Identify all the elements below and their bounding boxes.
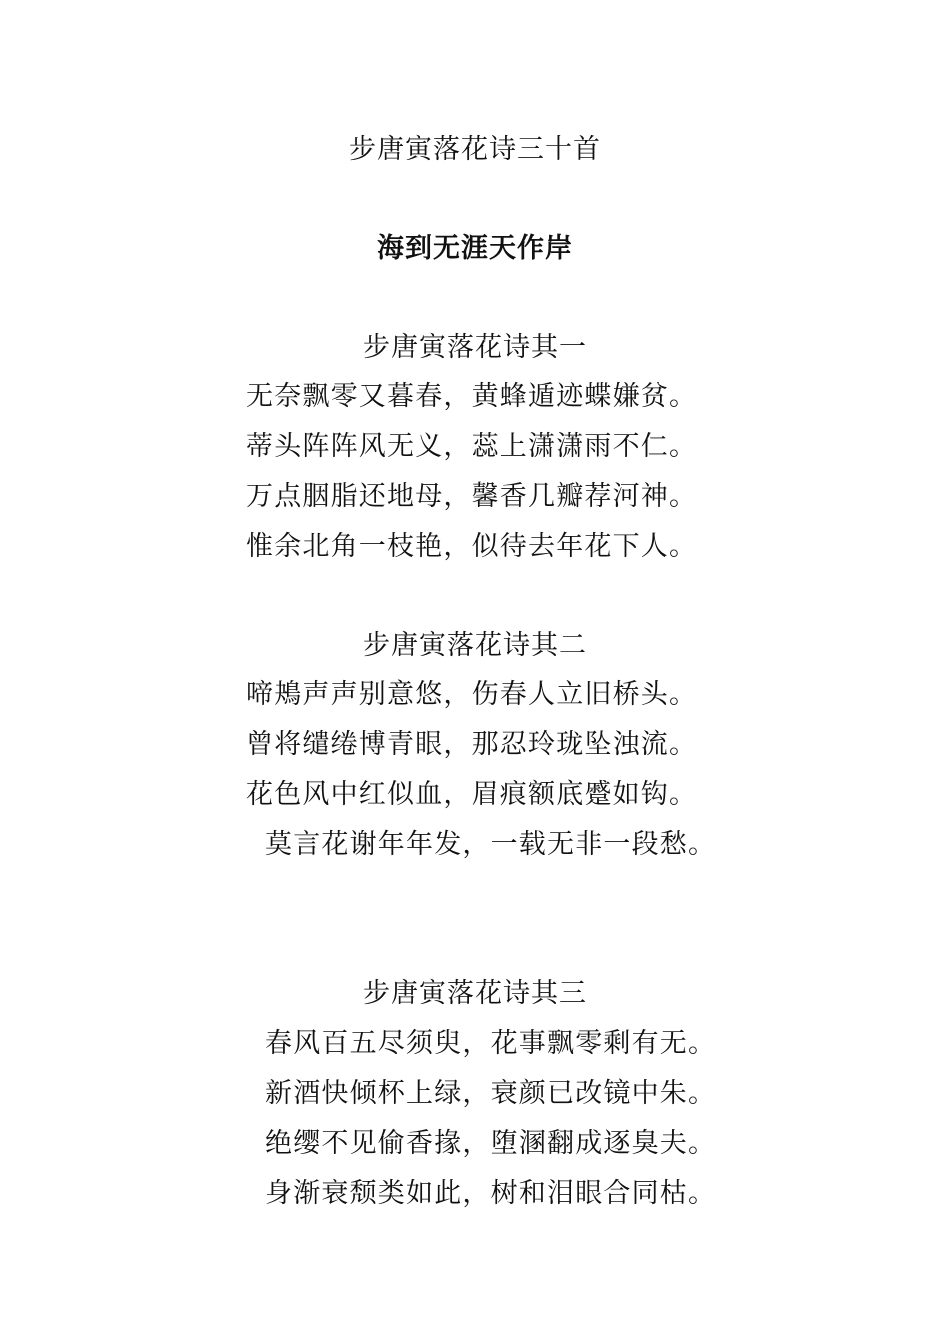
poem-line: 惟余北角一枝艳，似待去年花下人。 [246,531,698,562]
document-subtitle: 海到无涯天作岸 [377,233,573,264]
poem-line: 新酒快倾杯上绿，衰颜已改镜中朱。 [265,1078,717,1109]
poem-line: 身渐衰颓类如此，树和泪眼合同枯。 [265,1178,717,1209]
poem-line: 万点胭脂还地母，馨香几瓣荐河神。 [246,481,698,512]
poem-line: 曾将缱绻博青眼，那忍玲珑坠浊流。 [246,729,698,760]
poem-title: 步唐寅落花诗其二 [363,630,587,661]
poem-line: 春风百五尽须臾，花事飘零剩有无。 [265,1028,717,1059]
poem-title: 步唐寅落花诗其一 [363,332,587,363]
poem-line: 花色风中红似血，眉痕额底蹙如钩。 [246,779,698,810]
poem-title: 步唐寅落花诗其三 [363,978,587,1009]
poem-line: 无奈飘零又暮春，黄蜂遁迹蝶嫌贫。 [246,381,698,412]
poem-line: 莫言花谢年年发，一载无非一段愁。 [265,829,717,860]
poem-line: 绝缨不见偷香掾，堕溷翻成逐臭夫。 [265,1128,717,1159]
poem-line: 蒂头阵阵风无义，蕊上潇潇雨不仁。 [246,431,698,462]
document-title: 步唐寅落花诗三十首 [349,134,601,165]
poem-line: 啼鴂声声别意悠，伤春人立旧桥头。 [246,679,698,710]
